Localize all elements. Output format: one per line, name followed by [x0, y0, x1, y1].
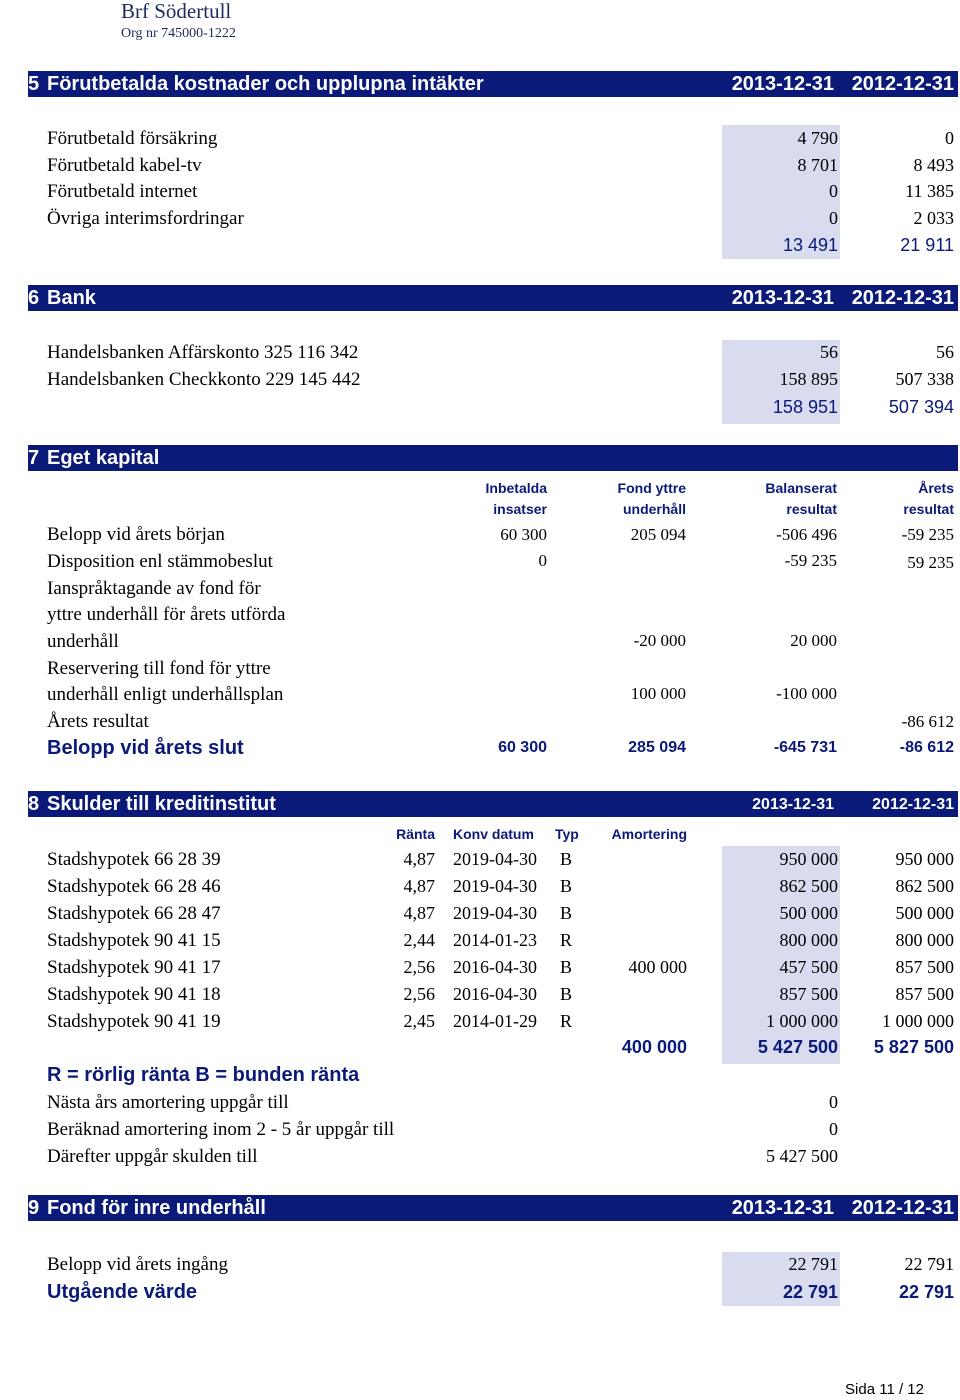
value-2013: 0 [829, 208, 838, 228]
value-2012: 1 000 000 [882, 1011, 954, 1031]
interest-legend: R = rörlig ränta B = bunden ränta [47, 1064, 360, 1086]
column-header-insatser: insatser [493, 501, 547, 517]
value-2013: 158 895 [779, 369, 838, 389]
value-2012: 500 000 [895, 903, 954, 923]
column-header-ranta: Ränta [396, 826, 435, 842]
column-header-2013: 2013-12-31 [731, 287, 834, 309]
column-header-typ: Typ [555, 826, 579, 842]
column-header-konv-datum: Konv datum [453, 826, 534, 842]
conversion-date: 2019-04-30 [453, 903, 537, 923]
interest-rate: 4,87 [403, 849, 435, 869]
next-year-amortization-value: 0 [829, 1092, 838, 1112]
row-label: Belopp vid årets början [47, 524, 225, 545]
value-fond: -20 000 [633, 631, 686, 650]
column-header-resultat: resultat [786, 501, 837, 517]
amortization: 400 000 [628, 957, 687, 977]
section-title: Bank [47, 287, 96, 309]
value-balanserat: -100 000 [776, 684, 837, 703]
value-2012: 857 500 [895, 984, 954, 1004]
value-2012: 800 000 [895, 930, 954, 950]
total-label: Belopp vid årets slut [47, 737, 244, 759]
value-2012: 950 000 [895, 849, 954, 869]
remaining-debt-label: Därefter uppgår skulden till [47, 1146, 258, 1167]
interest-rate: 2,45 [403, 1011, 435, 1031]
interest-type: R [560, 930, 573, 950]
total-2012: 5 827 500 [873, 1037, 954, 1057]
row-label: Belopp vid årets ingång [47, 1254, 228, 1275]
section-number: 9 [28, 1197, 40, 1219]
value-2013: 4 790 [797, 128, 838, 148]
row-label-line3: underhåll [47, 631, 119, 652]
section-title: Förutbetalda kostnader och upplupna intäkter [47, 73, 484, 95]
column-header-2012: 2012-12-31 [851, 73, 954, 95]
value-2013: 56 [820, 342, 838, 362]
total-2012: 507 394 [888, 397, 954, 417]
loan-name: Stadshypotek 90 41 18 [47, 984, 221, 1005]
interest-rate: 2,56 [403, 957, 435, 977]
conversion-date: 2016-04-30 [453, 984, 537, 1004]
row-label: Förutbetald kabel-tv [47, 155, 202, 176]
value-2012: 857 500 [895, 957, 954, 977]
loan-name: Stadshypotek 66 28 39 [47, 849, 221, 870]
total-2013: 158 951 [772, 397, 838, 417]
column-header-2013: 2013-12-31 [731, 1197, 834, 1219]
interest-type: B [560, 957, 573, 977]
organization-number: Org nr 745000-1222 [121, 26, 236, 41]
calc-amortization-value: 0 [829, 1119, 838, 1139]
row-label-line2: yttre underhåll för årets utförda [47, 604, 286, 625]
column-header-inbetalda: Inbetalda [485, 480, 547, 496]
value-2013: 950 000 [779, 849, 838, 869]
value-inbetalda: 0 [538, 551, 547, 570]
page-number: Sida 11 / 12 [845, 1381, 924, 1398]
value-fond: 205 094 [630, 525, 686, 544]
value-2012: 11 385 [905, 181, 954, 201]
row-label: Årets resultat [47, 711, 149, 732]
interest-type: R [560, 1011, 573, 1031]
total-amortering: 400 000 [621, 1037, 687, 1057]
total-label: Utgående värde [47, 1281, 198, 1303]
value-2013: 8 701 [797, 155, 838, 175]
next-year-amortization-label: Nästa års amortering uppgår till [47, 1092, 289, 1113]
value-2012: 0 [945, 128, 954, 148]
interest-type: B [560, 849, 573, 869]
section-6-header [28, 285, 958, 311]
loan-name: Stadshypotek 90 41 15 [47, 930, 221, 951]
column-header-underhall: underhåll [622, 501, 686, 517]
interest-rate: 4,87 [403, 876, 435, 896]
column-header-amortering: Amortering [611, 826, 687, 842]
value-fond: 100 000 [630, 684, 686, 703]
interest-type: B [560, 876, 573, 896]
value-inbetalda: 60 300 [500, 525, 547, 544]
row-label: Disposition enl stämmobeslut [47, 551, 273, 572]
loan-name: Stadshypotek 90 41 17 [47, 957, 221, 978]
conversion-date: 2019-04-30 [453, 876, 537, 896]
value-balanserat: 20 000 [790, 631, 837, 650]
total-2012: 22 791 [898, 1282, 954, 1302]
organization-name: Brf Södertull [121, 0, 232, 23]
value-2013: 0 [829, 181, 838, 201]
row-label-line1: Reservering till fond för yttre [47, 658, 271, 679]
column-header-2012: 2012-12-31 [851, 287, 954, 309]
interest-rate: 2,56 [403, 984, 435, 1004]
row-label: Handelsbanken Affärskonto 325 116 342 [47, 342, 359, 363]
column-header-2012: 2012-12-31 [872, 796, 954, 813]
interest-rate: 2,44 [403, 930, 435, 950]
conversion-date: 2016-04-30 [453, 957, 537, 977]
interest-type: B [560, 903, 573, 923]
total-2013: 5 427 500 [757, 1037, 838, 1057]
total-fond: 285 094 [628, 739, 686, 756]
value-2012: 8 493 [913, 155, 954, 175]
conversion-date: 2014-01-23 [453, 930, 537, 950]
value-2013: 800 000 [779, 930, 838, 950]
interest-rate: 4,87 [403, 903, 435, 923]
section-7-header [28, 445, 958, 471]
total-balanserat: -645 731 [773, 739, 837, 756]
row-label: Förutbetald försäkring [47, 128, 218, 149]
loan-name: Stadshypotek 66 28 47 [47, 903, 221, 924]
value-balanserat: -506 496 [776, 525, 837, 544]
value-2013: 22 791 [788, 1254, 838, 1274]
section-number: 8 [28, 793, 40, 815]
row-label: Handelsbanken Checkkonto 229 145 442 [47, 369, 361, 390]
section-5-header [28, 71, 958, 97]
total-2013: 13 491 [782, 235, 838, 255]
column-header-balanserat: Balanserat [765, 480, 837, 496]
section-title: Skulder till kreditinstitut [47, 793, 276, 815]
section-8-header [28, 791, 958, 817]
conversion-date: 2014-01-29 [453, 1011, 537, 1031]
column-header-2012: 2012-12-31 [851, 1197, 954, 1219]
value-2013: 862 500 [779, 876, 838, 896]
calc-amortization-label: Beräknad amortering inom 2 - 5 år uppgår till [47, 1119, 395, 1140]
value-2013: 457 500 [779, 957, 838, 977]
total-inbetalda: 60 300 [498, 739, 547, 756]
section-title: Eget kapital [47, 447, 160, 469]
column-header-arets: Årets [918, 480, 954, 496]
value-balanserat: -59 235 [784, 551, 837, 570]
value-2012: 56 [936, 342, 954, 362]
value-2012: 507 338 [895, 369, 954, 389]
column-header-2013: 2013-12-31 [731, 73, 834, 95]
section-number: 7 [28, 447, 40, 469]
column-header-fond-yttre: Fond yttre [617, 480, 686, 496]
column-header-resultat: resultat [903, 501, 954, 517]
remaining-debt-value: 5 427 500 [766, 1146, 838, 1166]
value-arets: -86 612 [901, 712, 954, 731]
total-2013: 22 791 [782, 1282, 838, 1302]
row-label: Övriga interimsfordringar [47, 208, 244, 229]
value-arets: -59 235 [901, 525, 954, 544]
value-arets: 59 235 [907, 553, 954, 572]
value-2013: 857 500 [779, 984, 838, 1004]
total-2012: 21 911 [900, 235, 954, 255]
value-2012: 862 500 [895, 876, 954, 896]
row-label-line1: Ianspråktagande av fond för [47, 578, 261, 599]
value-2012: 22 791 [904, 1254, 954, 1274]
loan-name: Stadshypotek 66 28 46 [47, 876, 221, 897]
total-arets: -86 612 [899, 739, 954, 756]
section-9-header [28, 1195, 958, 1221]
value-2012: 2 033 [913, 208, 954, 228]
column-header-2013: 2013-12-31 [752, 796, 834, 813]
interest-type: B [560, 984, 573, 1004]
row-label-line2: underhåll enligt underhållsplan [47, 684, 284, 705]
loan-name: Stadshypotek 90 41 19 [47, 1011, 221, 1032]
row-label: Förutbetald internet [47, 181, 198, 202]
section-title: Fond för inre underhåll [47, 1197, 266, 1219]
value-2013: 500 000 [779, 903, 838, 923]
section-number: 6 [28, 287, 40, 309]
value-2013: 1 000 000 [766, 1011, 838, 1031]
section-number: 5 [28, 73, 40, 95]
conversion-date: 2019-04-30 [453, 849, 537, 869]
